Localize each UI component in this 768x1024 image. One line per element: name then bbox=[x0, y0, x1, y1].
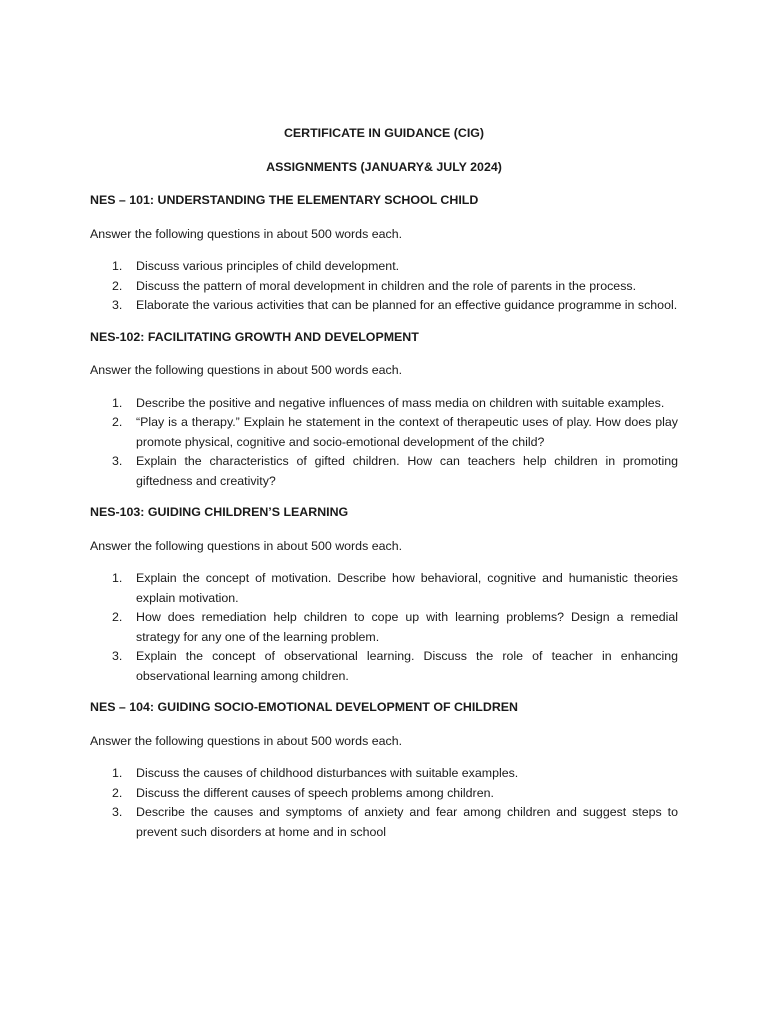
question-number: 3. bbox=[112, 649, 123, 663]
section-nes-104 bbox=[90, 698, 678, 842]
question-item bbox=[90, 452, 678, 491]
question-number: 1. bbox=[112, 259, 123, 273]
question-list bbox=[90, 764, 678, 842]
question-item bbox=[90, 413, 678, 452]
question-list bbox=[90, 569, 678, 686]
question-list bbox=[90, 257, 678, 316]
section-instruction: Answer the following questions in about 500 words each. bbox=[90, 363, 403, 377]
document-subtitle: ASSIGNMENTS (JANUARY& JULY 2024) bbox=[266, 159, 502, 174]
question-item bbox=[90, 764, 678, 784]
question-text: Discuss the different causes of speech problems among children. bbox=[136, 785, 494, 800]
question-text: Explain the characteristics of gifted children. How can teachers help children in promoting giftedness and creativity? bbox=[136, 454, 678, 488]
question-number: 1. bbox=[112, 571, 123, 585]
question-number: 1. bbox=[112, 395, 123, 410]
question-item bbox=[90, 394, 678, 414]
question-number: 3. bbox=[112, 805, 123, 819]
question-text: Discuss the causes of childhood disturbances with suitable examples. bbox=[136, 766, 519, 780]
document-title: CERTIFICATE IN GUIDANCE (CIG) bbox=[283, 126, 485, 140]
question-text: Explain the concept of observational learning. Discuss the role of teacher in enhancing observational learning among children. bbox=[136, 649, 678, 683]
question-item bbox=[90, 296, 678, 316]
question-text: How does remediation help children to cope up with learning problems? Design a remedial strategy for any one of the learning problem. bbox=[136, 610, 678, 644]
section-heading: NES-103: GUIDING CHILDREN’S LEARNING bbox=[90, 505, 349, 519]
section-nes-102 bbox=[90, 328, 678, 492]
question-number: 3. bbox=[112, 298, 123, 312]
section-instruction: Answer the following questions in about 500 words each. bbox=[90, 733, 403, 748]
question-text: Discuss the pattern of moral development in children and the role of parents in the process. bbox=[136, 278, 637, 293]
section-heading: NES-102: FACILITATING GROWTH AND DEVELOPMENT bbox=[90, 329, 419, 344]
question-text: Describe the causes and symptoms of anxiety and fear among children and suggest steps to prevent such disorders at home and in school bbox=[136, 805, 678, 839]
question-number: 2. bbox=[112, 278, 123, 293]
question-item bbox=[90, 803, 678, 842]
question-number: 3. bbox=[112, 454, 123, 468]
question-text: Discuss various principles of child development. bbox=[136, 259, 400, 273]
question-number: 1. bbox=[112, 766, 123, 780]
question-list bbox=[90, 394, 678, 492]
question-item bbox=[90, 257, 678, 277]
question-text: Explain the concept of motivation. Describe how behavioral, cognitive and humanistic theories explain motivation. bbox=[136, 571, 678, 605]
question-item bbox=[90, 569, 678, 608]
question-item bbox=[90, 784, 678, 804]
section-nes-101 bbox=[90, 191, 678, 316]
section-nes-103 bbox=[90, 503, 678, 686]
question-number: 2. bbox=[112, 415, 123, 429]
question-item bbox=[90, 647, 678, 686]
section-instruction: Answer the following questions in about 500 words each. bbox=[90, 538, 403, 553]
question-text: Elaborate the various activities that can be planned for an effective guidance programme in school. bbox=[136, 298, 678, 312]
question-text: “Play is a therapy.” Explain he statement in the context of therapeutic uses of play. How does play promote physical, cognitive and socio-emotional development of the child? bbox=[136, 415, 678, 449]
section-instruction: Answer the following questions in about 500 words each. bbox=[90, 226, 403, 241]
section-heading: NES – 101: UNDERSTANDING THE ELEMENTARY SCHOOL CHILD bbox=[90, 193, 479, 207]
question-item bbox=[90, 608, 678, 647]
question-number: 2. bbox=[112, 785, 123, 800]
document-content bbox=[90, 124, 678, 854]
question-text: Describe the positive and negative influences of mass media on children with suitable examples. bbox=[136, 395, 665, 410]
question-number: 2. bbox=[112, 610, 123, 624]
section-heading: NES – 104: GUIDING SOCIO-EMOTIONAL DEVELOPMENT OF CHILDREN bbox=[90, 700, 518, 714]
question-item bbox=[90, 277, 678, 297]
